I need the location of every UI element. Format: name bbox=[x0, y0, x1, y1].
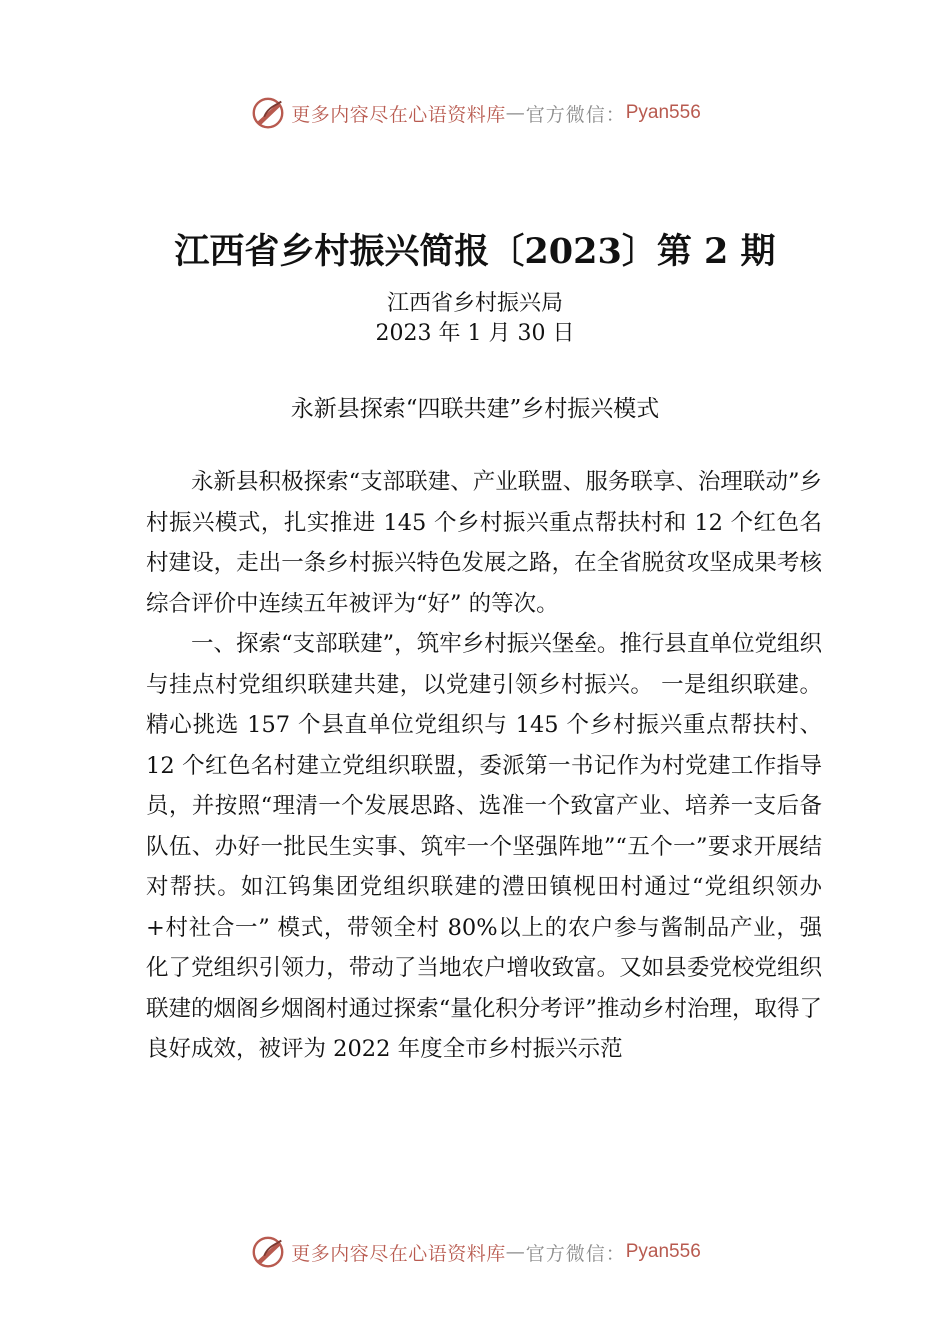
watermark-wechat-id: Pyan556 bbox=[625, 102, 701, 123]
issue-date: 2023 年 1 月 30 日 bbox=[375, 321, 575, 346]
fountain-pen-seal-icon bbox=[249, 94, 287, 132]
issuing-organization: 江西省乡村振兴局 bbox=[386, 291, 563, 316]
watermark-main-text: 更多内容尽在心语资料库 bbox=[291, 103, 506, 126]
document-title: 江西省乡村振兴简报〔2023〕第 2 期 bbox=[174, 231, 776, 272]
watermark-dash: — bbox=[505, 1241, 526, 1263]
paragraph: 一、探索“支部联建”，筑牢乡村振兴堡垒。推行县直单位党组织与挂点村党组织联建共建，以党建引领乡村振兴。 一是组织联建。精心挑选 157 个县直单位党组织与 145 个乡村振兴重点帮扶村、12 个红色名村建立党组织联盟，委派第一书记作为村党建工作指导员，并按照“理清一个发展思路、选准一个致富产业、培养一支后备队伍、办好一批民生实事、筑牢一个坚强阵地”“五个一”要求开展结对帮扶。如江钨集团党组织联建的澧田镇枧田村通过“党组织领办+村社合一” 模式，带领全村 80%以上的农户参与酱制品产业，强化了党组织引领力，带动了当地农户增收致富。又如县委党校党组织联建的烟阁乡烟阁村通过探索“量化积分考评”推动乡村治理，取得了良好成效，被评为 2022 年度全市乡村振兴示范 bbox=[146, 631, 822, 1062]
watermark-banner-top bbox=[0, 94, 950, 132]
article-subtitle: 永新县探索“四联共建”乡村振兴模式 bbox=[290, 396, 660, 422]
watermark-sub-text: 官方微信： bbox=[525, 1242, 626, 1265]
watermark-main-text: 更多内容尽在心语资料库 bbox=[291, 1242, 506, 1265]
watermark-wechat-id: Pyan556 bbox=[625, 1241, 701, 1262]
article-body bbox=[146, 462, 822, 1070]
fountain-pen-seal-icon bbox=[249, 1233, 287, 1271]
watermark-dash: — bbox=[505, 102, 526, 124]
watermark-sub-text: 官方微信： bbox=[525, 103, 626, 126]
watermark-banner-bottom bbox=[0, 1233, 950, 1271]
paragraph: 永新县积极探索“支部联建、产业联盟、服务联享、治理联动”乡村振兴模式，扎实推进 145 个乡村振兴重点帮扶村和 12 个红色名村建设，走出一条乡村振兴特色发展之路，在全省脱贫攻坚成果考核综合评价中连续五年被评为“好” 的等次。 bbox=[146, 469, 822, 617]
